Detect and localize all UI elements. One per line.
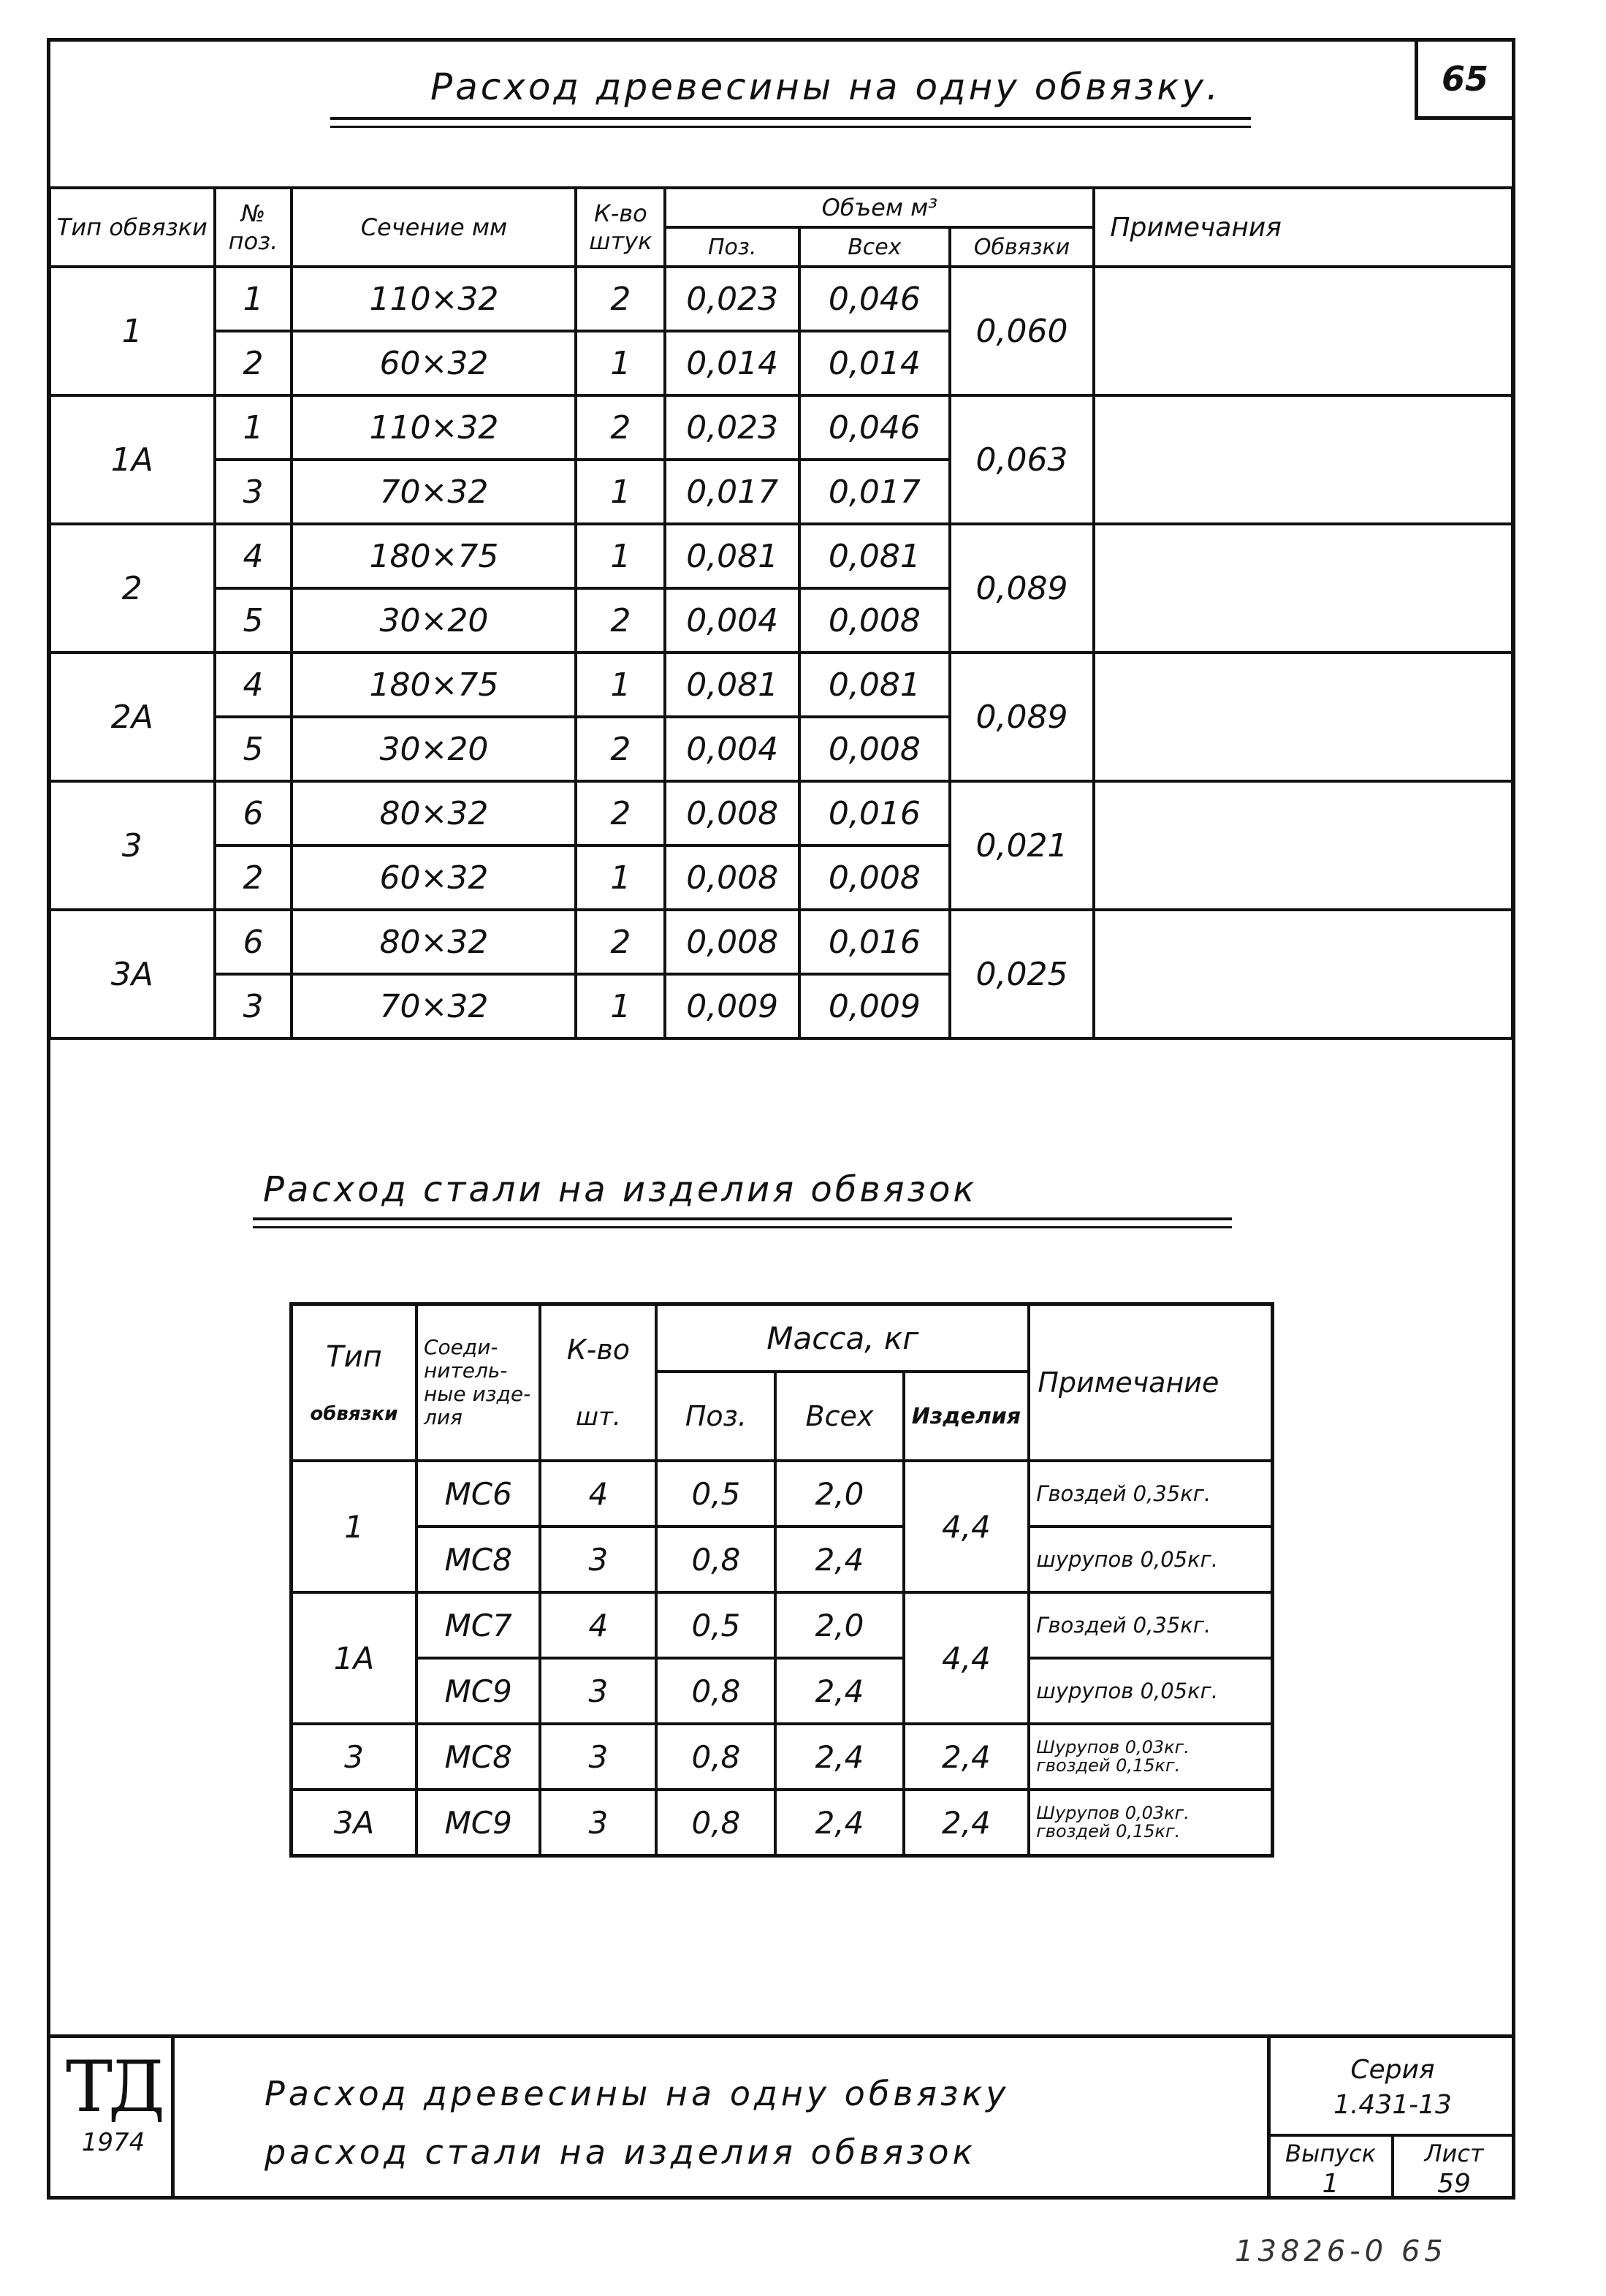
- note-cell: Гвоздей 0,35кг.: [1029, 1461, 1272, 1527]
- wood-title-underline-2: [330, 126, 1251, 128]
- mass-pos-cell: 0,8: [656, 1724, 775, 1790]
- count-cell: 1: [576, 653, 665, 717]
- count-cell: 3: [540, 1724, 656, 1790]
- pos-cell: 2: [215, 331, 292, 395]
- pos-cell: 6: [215, 781, 292, 845]
- header-vol-all: Всех: [799, 227, 950, 267]
- td-logo: [56, 2046, 171, 2157]
- pos-cell: 4: [215, 653, 292, 717]
- mass-item-cell: 2,4: [904, 1790, 1030, 1856]
- count-cell: 1: [576, 845, 665, 910]
- vol-pos-cell: 0,081: [665, 653, 799, 717]
- mass-all-cell: 2,4: [775, 1658, 903, 1724]
- vol-binding-cell: 0,060: [950, 267, 1095, 395]
- section-cell: 110×32: [292, 395, 576, 460]
- vol-binding-cell: 0,063: [950, 395, 1095, 524]
- note-line-1: Шурупов 0,03кг.: [1036, 1802, 1190, 1823]
- mass-all-cell: 2,0: [775, 1461, 903, 1527]
- connector-cell: МС7: [416, 1592, 540, 1658]
- count-cell: 1: [576, 460, 665, 524]
- header-notes: Примечания: [1094, 188, 1512, 267]
- notes-cell: [1094, 395, 1512, 524]
- wood-title: Расход древесины на одну обвязку.: [430, 66, 1222, 108]
- note-cell: [1029, 1724, 1272, 1790]
- mass-item-cell: 4,4: [904, 1592, 1030, 1724]
- vol-all-cell: 0,008: [799, 588, 950, 653]
- section-cell: 180×75: [292, 524, 576, 588]
- vol-all-cell: 0,009: [799, 974, 950, 1038]
- pos-cell: 1: [215, 267, 292, 331]
- table-row: [50, 653, 1512, 717]
- stamp-line-1: Расход древесины на одну обвязку: [265, 2074, 1010, 2113]
- section-cell: 70×32: [292, 460, 576, 524]
- header-note: Примечание: [1029, 1304, 1272, 1461]
- series-label: Серия: [1350, 2055, 1435, 2085]
- steel-title-underline: [253, 1217, 1232, 1220]
- table-row: [50, 781, 1512, 845]
- type-cell: 3: [50, 781, 215, 910]
- sheet-value: 59: [1437, 2169, 1471, 2199]
- type-cell: 1А: [50, 395, 215, 524]
- pos-cell: 3: [215, 974, 292, 1038]
- count-cell: 3: [540, 1527, 656, 1592]
- note-line-1: Шурупов 0,03кг.: [1036, 1736, 1190, 1757]
- count-cell: 2: [576, 588, 665, 653]
- section-cell: 80×32: [292, 910, 576, 974]
- header-steel-count: [540, 1304, 656, 1461]
- header-mass-all: Всех: [775, 1372, 903, 1461]
- section-cell: 180×75: [292, 653, 576, 717]
- notes-cell: [1094, 653, 1512, 781]
- header-type: Тип обвязки: [50, 188, 215, 267]
- header-type-top: Тип: [326, 1340, 382, 1374]
- count-cell: 1: [576, 524, 665, 588]
- vol-binding-cell: 0,021: [950, 781, 1095, 910]
- count-cell: 1: [576, 331, 665, 395]
- logo-text: ТД: [65, 2046, 161, 2128]
- section-cell: 60×32: [292, 331, 576, 395]
- count-cell: 2: [576, 781, 665, 845]
- vol-pos-cell: 0,008: [665, 781, 799, 845]
- pos-cell: 5: [215, 588, 292, 653]
- issue-label: Выпуск: [1285, 2140, 1376, 2167]
- note-cell: [1029, 1790, 1272, 1856]
- vol-binding-cell: 0,089: [950, 524, 1095, 653]
- type-cell: 2: [50, 524, 215, 653]
- connector-cell: МС8: [416, 1724, 540, 1790]
- count-cell: 2: [576, 395, 665, 460]
- table-row: [292, 1658, 1273, 1724]
- table-row: [292, 1461, 1273, 1527]
- note-line-2: гвоздей 0,15кг.: [1036, 1821, 1181, 1841]
- header-volume: Объем м³: [665, 188, 1094, 227]
- note-cell: шурупов 0,05кг.: [1029, 1527, 1272, 1592]
- vol-pos-cell: 0,008: [665, 910, 799, 974]
- stamp-series-line: [1267, 2134, 1514, 2137]
- stamp-divider-logo: [171, 2034, 175, 2198]
- notes-cell: [1094, 267, 1512, 395]
- count-cell: 3: [540, 1790, 656, 1856]
- type-cell: 1: [292, 1461, 416, 1592]
- section-cell: 80×32: [292, 781, 576, 845]
- type-cell: 1: [50, 267, 215, 395]
- table-row: [50, 910, 1512, 974]
- wood-table: [48, 186, 1514, 1040]
- header-mass-pos: Поз.: [656, 1372, 775, 1461]
- steel-title: Расход стали на изделия обвязок: [263, 1169, 978, 1210]
- vol-pos-cell: 0,023: [665, 267, 799, 331]
- vol-pos-cell: 0,008: [665, 845, 799, 910]
- sheet-label: Лист: [1424, 2140, 1484, 2167]
- pos-cell: 2: [215, 845, 292, 910]
- mass-all-cell: 2,4: [775, 1724, 903, 1790]
- pos-cell: 5: [215, 717, 292, 781]
- notes-cell: [1094, 781, 1512, 910]
- table-row: [292, 1527, 1273, 1592]
- steel-title-underline-2: [253, 1226, 1232, 1228]
- note-line-2: гвоздей 0,15кг.: [1036, 1755, 1181, 1776]
- vol-all-cell: 0,016: [799, 910, 950, 974]
- note-cell: Гвоздей 0,35кг.: [1029, 1592, 1272, 1658]
- mass-all-cell: 2,4: [775, 1790, 903, 1856]
- issue-value: 1: [1322, 2169, 1339, 2199]
- vol-binding-cell: 0,089: [950, 653, 1095, 781]
- table-row: [292, 1790, 1273, 1856]
- vol-pos-cell: 0,014: [665, 331, 799, 395]
- table-row: [50, 267, 1512, 331]
- section-cell: 110×32: [292, 267, 576, 331]
- vol-all-cell: 0,008: [799, 717, 950, 781]
- header-section: Сечение мм: [292, 188, 576, 267]
- pos-cell: 1: [215, 395, 292, 460]
- connector-cell: МС6: [416, 1461, 540, 1527]
- table-row: [50, 395, 1512, 460]
- vol-all-cell: 0,017: [799, 460, 950, 524]
- section-cell: 70×32: [292, 974, 576, 1038]
- connector-cell: МС9: [416, 1658, 540, 1724]
- pos-cell: 4: [215, 524, 292, 588]
- steel-table: [289, 1302, 1274, 1858]
- vol-pos-cell: 0,023: [665, 395, 799, 460]
- type-cell: 1А: [292, 1592, 416, 1724]
- vol-all-cell: 0,016: [799, 781, 950, 845]
- type-cell: 3А: [292, 1790, 416, 1856]
- header-count-top: К-во: [566, 1334, 631, 1366]
- header-count: К-во штук: [576, 188, 665, 267]
- notes-cell: [1094, 910, 1512, 1038]
- vol-pos-cell: 0,004: [665, 717, 799, 781]
- vol-all-cell: 0,081: [799, 653, 950, 717]
- header-vol-pos: Поз.: [665, 227, 799, 267]
- header-mass: Масса, кг: [656, 1304, 1029, 1372]
- connector-cell: МС9: [416, 1790, 540, 1856]
- section-cell: 30×20: [292, 717, 576, 781]
- section-cell: 60×32: [292, 845, 576, 910]
- pos-cell: 3: [215, 460, 292, 524]
- header-mass-item: Изделия: [904, 1372, 1030, 1461]
- vol-pos-cell: 0,004: [665, 588, 799, 653]
- header-pos: № поз.: [215, 188, 292, 267]
- header-type-bottom: обвязки: [310, 1403, 398, 1425]
- mass-pos-cell: 0,5: [656, 1461, 775, 1527]
- vol-pos-cell: 0,081: [665, 524, 799, 588]
- count-cell: 4: [540, 1461, 656, 1527]
- count-cell: 1: [576, 974, 665, 1038]
- vol-pos-cell: 0,009: [665, 974, 799, 1038]
- note-cell: шурупов 0,05кг.: [1029, 1658, 1272, 1724]
- mass-item-cell: 4,4: [904, 1461, 1030, 1592]
- count-cell: 3: [540, 1658, 656, 1724]
- header-connectors: Соеди-нитель-ные изде-лия: [416, 1304, 540, 1461]
- vol-all-cell: 0,046: [799, 267, 950, 331]
- mass-pos-cell: 0,8: [656, 1790, 775, 1856]
- count-cell: 2: [576, 267, 665, 331]
- count-cell: 4: [540, 1592, 656, 1658]
- mass-item-cell: 2,4: [904, 1724, 1030, 1790]
- notes-cell: [1094, 524, 1512, 653]
- stamp-top-line: [48, 2034, 1514, 2038]
- series-value: 1.431-13: [1333, 2090, 1452, 2120]
- logo-year: 1974: [81, 2128, 145, 2157]
- table-row: [292, 1592, 1273, 1658]
- wood-title-underline: [330, 117, 1251, 120]
- header-vol-binding: Обвязки: [950, 227, 1095, 267]
- type-cell: 2А: [50, 653, 215, 781]
- vol-all-cell: 0,081: [799, 524, 950, 588]
- header-count-bottom: шт.: [576, 1402, 621, 1432]
- mass-all-cell: 2,0: [775, 1592, 903, 1658]
- count-cell: 2: [576, 910, 665, 974]
- mass-pos-cell: 0,8: [656, 1527, 775, 1592]
- vol-pos-cell: 0,017: [665, 460, 799, 524]
- header-binding-type: [292, 1304, 416, 1461]
- vol-all-cell: 0,014: [799, 331, 950, 395]
- mass-all-cell: 2,4: [775, 1527, 903, 1592]
- archive-number: 13826-0 65: [1235, 2235, 1447, 2268]
- vol-binding-cell: 0,025: [950, 910, 1095, 1038]
- pos-cell: 6: [215, 910, 292, 974]
- page-number: 65: [1415, 38, 1515, 120]
- mass-pos-cell: 0,8: [656, 1658, 775, 1724]
- type-cell: 3А: [50, 910, 215, 1038]
- count-cell: 2: [576, 717, 665, 781]
- vol-all-cell: 0,008: [799, 845, 950, 910]
- section-cell: 30×20: [292, 588, 576, 653]
- table-row: [50, 524, 1512, 588]
- mass-pos-cell: 0,5: [656, 1592, 775, 1658]
- connector-cell: МС8: [416, 1527, 540, 1592]
- type-cell: 3: [292, 1724, 416, 1790]
- vol-all-cell: 0,046: [799, 395, 950, 460]
- stamp-line-2: расход стали на изделия обвязок: [265, 2132, 977, 2172]
- table-row: [292, 1724, 1273, 1790]
